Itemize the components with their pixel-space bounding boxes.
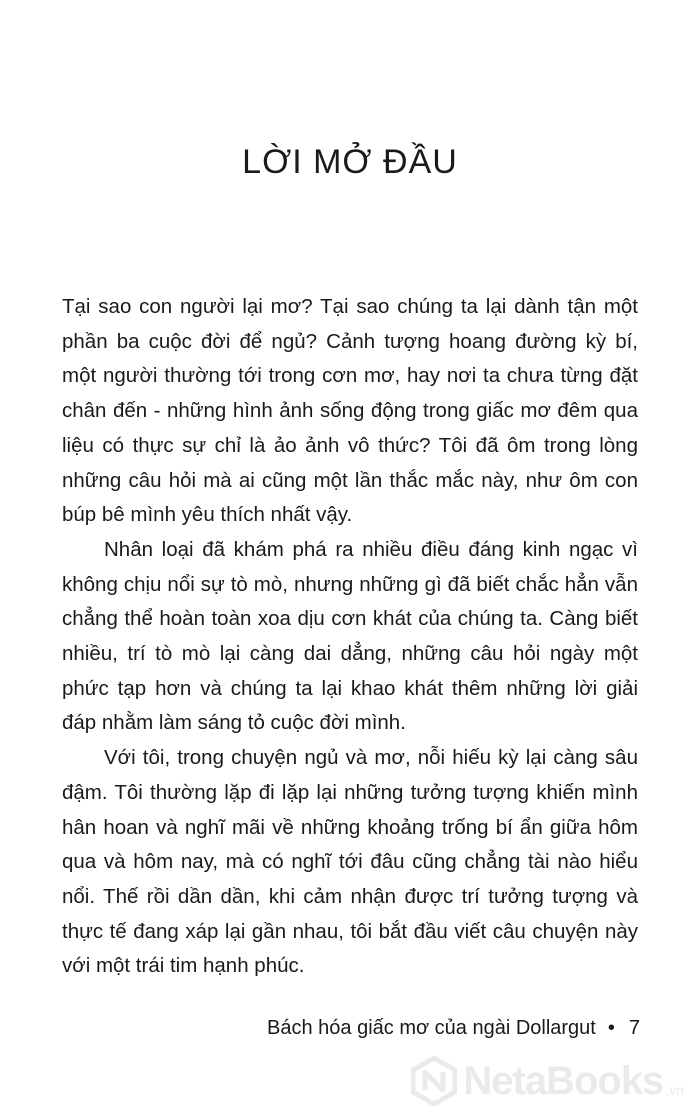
netabooks-logo-icon bbox=[411, 1056, 457, 1106]
paragraph-3: Với tôi, trong chuyện ngủ và mơ, nỗi hiếu kỳ lại càng sâu đậm. Tôi thường lặp đi lặp lại những tưởng tượng khiến mình hân hoan và nghĩ mãi về những khoảng trống bí ẩn giữa hôm qua và hôm nay, mà có nghĩ tới đâu cũng chẳng tài nào hiểu nổi. Thế rồi dần dần, khi cảm nhận được trí tưởng tượng và thực tế đang xáp lại gần nhau, tôi bắt đầu viết câu chuyện này với một trái tim hạnh phúc. bbox=[62, 746, 638, 978]
paragraph-2: Nhân loại đã khám phá ra nhiều điều đáng kinh ngạc vì không chịu nổi sự tò mò, nhưng những gì đã biết chắc hẳn vẫn chẳng thể hoàn toàn xoa dịu cơn khát của chúng ta. Càng biết nhiều, trí tò mò lại càng dai dẳng, những câu hỏi ngày một phức tạp hơn và chúng ta lại khao khát thêm những lời giải đáp nhằm làm sáng tỏ cuộc đời mình. bbox=[62, 537, 638, 735]
footer-bullet: • bbox=[607, 1017, 615, 1039]
body-text bbox=[62, 290, 638, 984]
running-footer bbox=[267, 1014, 640, 1042]
watermark-brand: NetaBooks bbox=[463, 1058, 664, 1103]
page-title: LỜI MỞ ĐẦU bbox=[242, 143, 458, 181]
watermark-suffix: .vn bbox=[665, 1082, 684, 1098]
page-number: 7 bbox=[628, 1017, 640, 1039]
footer-book-title: Bách hóa giấc mơ của ngài Dollargut bbox=[267, 1017, 596, 1039]
paragraph-1: Tại sao con người lại mơ? Tại sao chúng ta lại dành tận một phần ba cuộc đời để ngủ? Cảnh tượng hoang đường kỳ bí, một người thường tới trong cơn mơ, hay nơi ta chưa từng đặt chân đến - những hình ảnh sống động trong giấc mơ đêm qua liệu có thực sự chỉ là ảo ảnh vô thức? Tôi đã ôm trong lòng những câu hỏi mà ai cũng một lần thắc mắc này, như ôm con búp bê mình yêu thích nhất vậy. bbox=[62, 295, 638, 527]
watermark bbox=[411, 1056, 684, 1106]
